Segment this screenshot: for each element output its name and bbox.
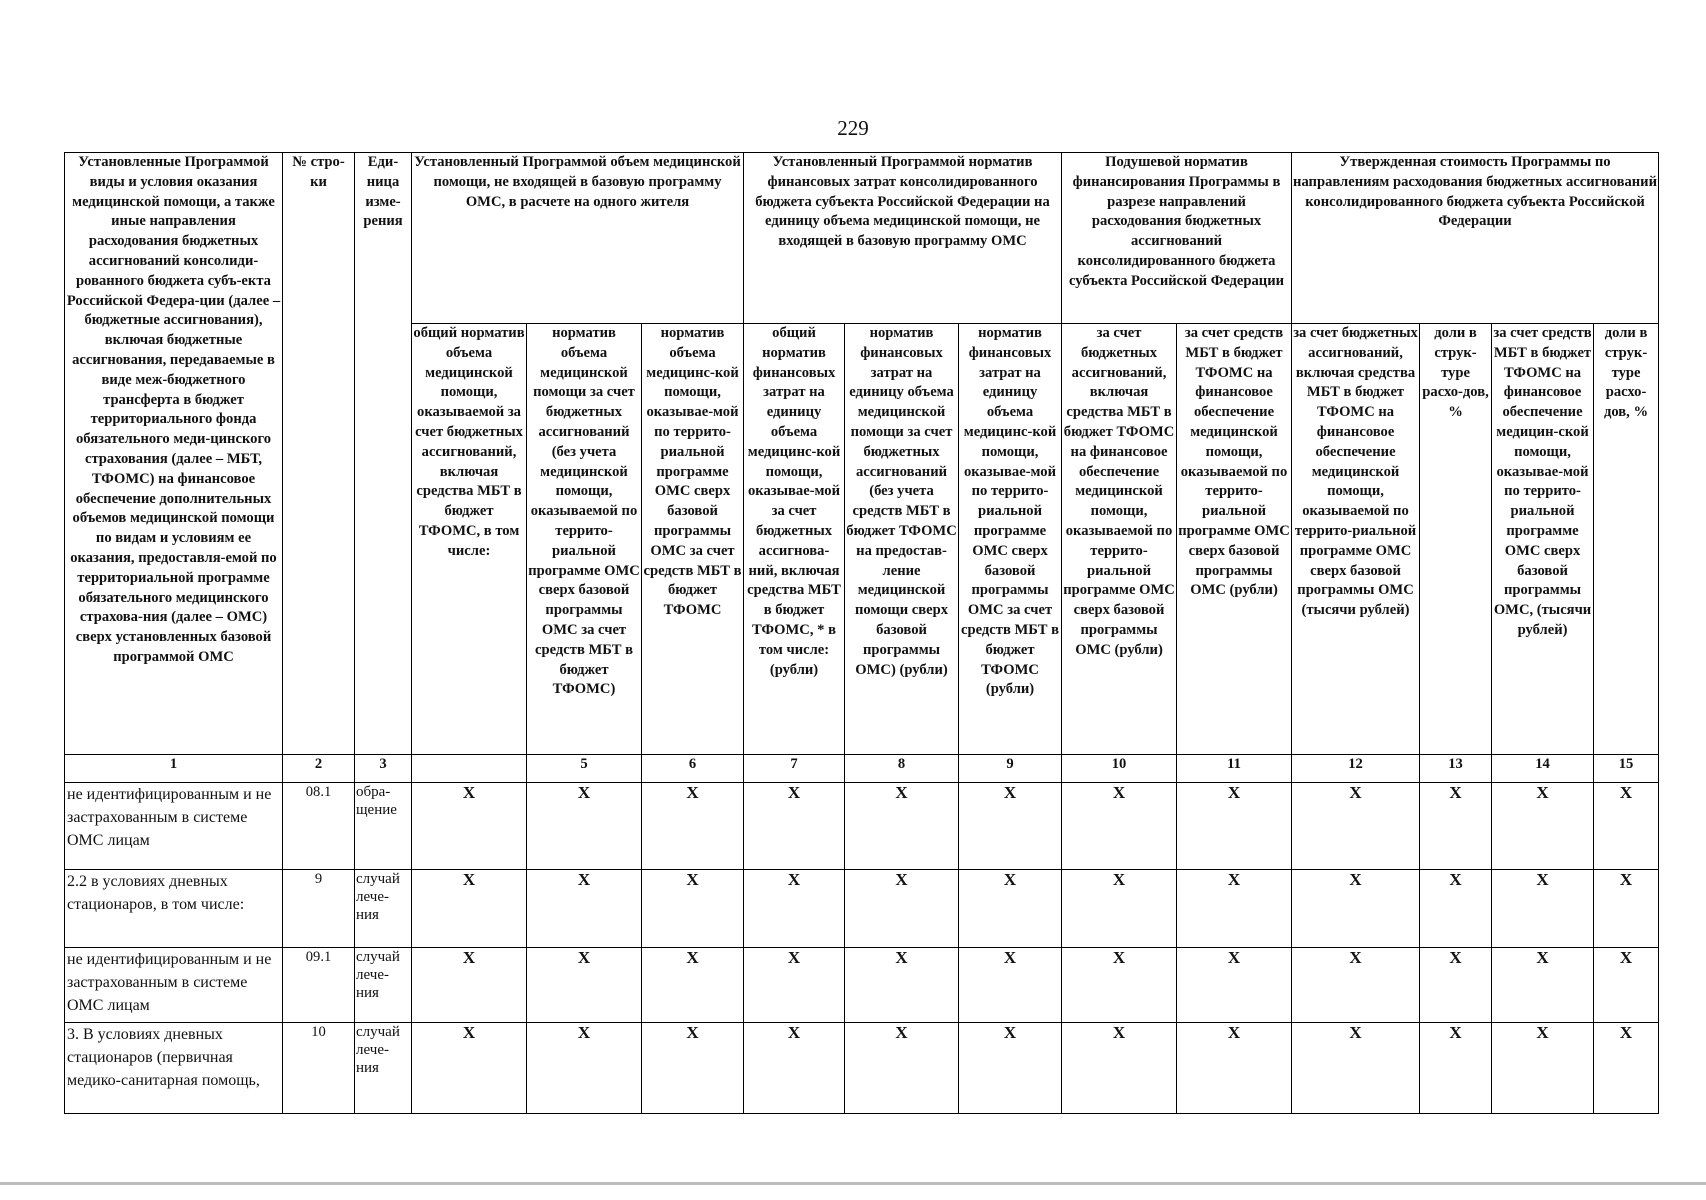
cell-value: X <box>959 870 1062 948</box>
cell-value: X <box>845 948 959 1023</box>
cell-value: X <box>1594 870 1659 948</box>
cell-value: X <box>527 870 642 948</box>
cell-value: X <box>412 870 527 948</box>
column-number <box>412 755 527 783</box>
column-number: 12 <box>1292 755 1420 783</box>
cell-value: X <box>642 1023 744 1114</box>
header-sub-11: за счет средств МБТ в бюджет ТФОМС на финансовое обеспечение медицинской помощи, оказываемой по террито-риальной программе ОМС сверх базовой программы ОМС (рубли) <box>1177 324 1292 755</box>
header-sub-14: за счет средств МБТ в бюджет ТФОМС на финансовое обеспечение медицин-ской помощи, оказывае-мой по террито-риальной программе ОМС сверх базовой программы ОМС, (тысячи рублей) <box>1492 324 1594 755</box>
row-line-number: 9 <box>283 870 355 948</box>
header-sub-9: норматив финансовых затрат на единицу объема медицинс-кой помощи, оказывае-мой по террито-риальной программе ОМС сверх базовой программы ОМС за счет средств МБТ в бюджет ТФОМС (рубли) <box>959 324 1062 755</box>
cell-value: X <box>527 1023 642 1114</box>
header-service-types: Установленные Программой виды и условия оказания медицинской помощи, а также иные направления расходования бюджетных ассигнований консолиди-рованного бюджета субъ-екта Российской Федера-ции (далее – бюджетные ассигнования), включая бюджетные ассигнования, передаваемые в виде меж-бюджетного трансферта в бюджет территориального фонда обязательного меди-цинского страхования (далее – МБТ, ТФОМС) на финансовое обеспечение дополнительных объемов медицинской помощи по видам и условиям ее оказания, предоставля-емой по территориальной программе обязательного медицинского страхова-ния (далее – ОМС) сверх установленных базовой программой ОМС <box>65 153 283 755</box>
cell-value: X <box>845 783 959 870</box>
header-sub-8: норматив финансовых затрат на единицу объема медицинской помощи за счет бюджетных ассигнований (без учета средств МБТ в бюджет ТФОМС на предостав-ление медицинской помощи сверх базовой программы ОМС) (рубли) <box>845 324 959 755</box>
column-number: 7 <box>744 755 845 783</box>
cell-value: X <box>1594 948 1659 1023</box>
header-sub-12: за счет бюджетных ассигнований, включая средства МБТ в бюджет ТФОМС на финансовое обеспечение медицинской помощи, оказываемой по террито-риальной программе ОМС сверх базовой программы ОМС (тысячи рублей) <box>1292 324 1420 755</box>
column-number: 10 <box>1062 755 1177 783</box>
column-number-row <box>65 755 1659 783</box>
cell-value: X <box>1062 1023 1177 1114</box>
column-number: 14 <box>1492 755 1594 783</box>
cell-value: X <box>1492 870 1594 948</box>
column-number: 15 <box>1594 755 1659 783</box>
cell-value: X <box>1177 1023 1292 1114</box>
header-sub-7: общий норматив финансовых затрат на единицу объема медицинс-кой помощи, оказывае-мой за счет бюджетных ассигнова-ний, включая средства МБТ в бюджет ТФОМС, * в том числе: (рубли) <box>744 324 845 755</box>
header-group-per-capita: Подушевой норматив финансирования Программы в разрезе направлений расходования бюджетных ассигнований консолидированного бюджета субъекта Российской Федерации <box>1062 153 1292 324</box>
cell-value: X <box>959 783 1062 870</box>
cell-value: X <box>642 783 744 870</box>
cell-value: X <box>959 948 1062 1023</box>
header-line-number: № стро-ки <box>283 153 355 755</box>
header-group-volume: Установленный Программой объем медицинской помощи, не входящей в базовую программу ОМС, в расчете на одного жителя <box>412 153 744 324</box>
cell-value: X <box>1594 783 1659 870</box>
cell-value: X <box>1062 948 1177 1023</box>
column-number: 3 <box>355 755 412 783</box>
column-number: 8 <box>845 755 959 783</box>
cell-value: X <box>744 783 845 870</box>
header-sub-4: общий норматив объема медицинской помощи, оказываемой за счет бюджетных ассигнований, включая средства МБТ в бюджет ТФОМС, в том числе: <box>412 324 527 755</box>
cell-value: X <box>1292 783 1420 870</box>
row-line-number: 09.1 <box>283 948 355 1023</box>
cell-value: X <box>1177 783 1292 870</box>
column-number: 13 <box>1420 755 1492 783</box>
page-number: 229 <box>837 116 869 140</box>
table-row <box>65 948 1659 1023</box>
column-number: 2 <box>283 755 355 783</box>
table-row <box>65 1023 1659 1114</box>
row-line-number: 08.1 <box>283 783 355 870</box>
header-unit: Еди-ница изме-рения <box>355 153 412 755</box>
row-unit: обра-щение <box>355 783 412 870</box>
cell-value: X <box>527 783 642 870</box>
header-group-approved-cost: Утвержденная стоимость Программы по направлениям расходования бюджетных ассигнований консолидированного бюджета субъекта Российской Федерации <box>1292 153 1659 324</box>
row-unit: случай лече-ния <box>355 1023 412 1114</box>
column-number: 9 <box>959 755 1062 783</box>
row-name: 2.2 в условиях дневных стационаров, в том числе: <box>65 870 283 948</box>
row-line-number: 10 <box>283 1023 355 1114</box>
cell-value: X <box>1292 1023 1420 1114</box>
cell-value: X <box>1292 870 1420 948</box>
program-cost-table <box>64 152 1659 1114</box>
row-name: не идентифицированным и не застрахованным в системе ОМС лицам <box>65 948 283 1023</box>
header-sub-13: доли в струк-туре расхо-дов, % <box>1420 324 1492 755</box>
cell-value: X <box>642 948 744 1023</box>
cell-value: X <box>744 870 845 948</box>
cell-value: X <box>642 870 744 948</box>
row-name: 3. В условиях дневных стационаров (первичная медико-санитарная помощь, <box>65 1023 283 1114</box>
cell-value: X <box>1062 870 1177 948</box>
cell-value: X <box>1420 1023 1492 1114</box>
header-sub-6: норматив объема медицинс-кой помощи, оказывае-мой по террито-риальной программе ОМС сверх базовой программы ОМС за счет средств МБТ в бюджет ТФОМС <box>642 324 744 755</box>
cell-value: X <box>412 783 527 870</box>
cell-value: X <box>1594 1023 1659 1114</box>
cell-value: X <box>959 1023 1062 1114</box>
cell-value: X <box>412 1023 527 1114</box>
cell-value: X <box>1492 1023 1594 1114</box>
column-number: 5 <box>527 755 642 783</box>
row-unit: случай лече-ния <box>355 870 412 948</box>
cell-value: X <box>845 1023 959 1114</box>
row-name: не идентифицированным и не застрахованным в системе ОМС лицам <box>65 783 283 870</box>
column-number: 6 <box>642 755 744 783</box>
header-sub-5: норматив объема медицинской помощи за счет бюджетных ассигнований (без учета медицинской помощи, оказываемой по террито-риальной программе ОМС сверх базовой программы ОМС за счет средств МБТ в бюджет ТФОМС) <box>527 324 642 755</box>
column-number: 1 <box>65 755 283 783</box>
table-container <box>64 152 1659 1114</box>
cell-value: X <box>412 948 527 1023</box>
header-sub-10: за счет бюджетных ассигнований, включая средства МБТ в бюджет ТФОМС на финансовое обеспечение медицинской помощи, оказываемой по террито-риальной программе ОМС сверх базовой программы ОМС (рубли) <box>1062 324 1177 755</box>
cell-value: X <box>845 870 959 948</box>
cell-value: X <box>744 948 845 1023</box>
column-number: 11 <box>1177 755 1292 783</box>
cell-value: X <box>1292 948 1420 1023</box>
cell-value: X <box>1420 783 1492 870</box>
cell-value: X <box>1177 948 1292 1023</box>
table-row <box>65 870 1659 948</box>
cell-value: X <box>1177 870 1292 948</box>
header-group-cost-standard: Установленный Программой норматив финансовых затрат консолидированного бюджета субъекта Российской Федерации на единицу объема медицинской помощи, не входящей в базовую программу ОМС <box>744 153 1062 324</box>
cell-value: X <box>1492 783 1594 870</box>
cell-value: X <box>1420 948 1492 1023</box>
table-row <box>65 783 1659 870</box>
cell-value: X <box>1492 948 1594 1023</box>
cell-value: X <box>1062 783 1177 870</box>
scan-edge-divider <box>0 1182 1706 1185</box>
header-sub-15: доли в струк-туре расхо-дов, % <box>1594 324 1659 755</box>
cell-value: X <box>744 1023 845 1114</box>
row-unit: случай лече-ния <box>355 948 412 1023</box>
cell-value: X <box>1420 870 1492 948</box>
cell-value: X <box>527 948 642 1023</box>
